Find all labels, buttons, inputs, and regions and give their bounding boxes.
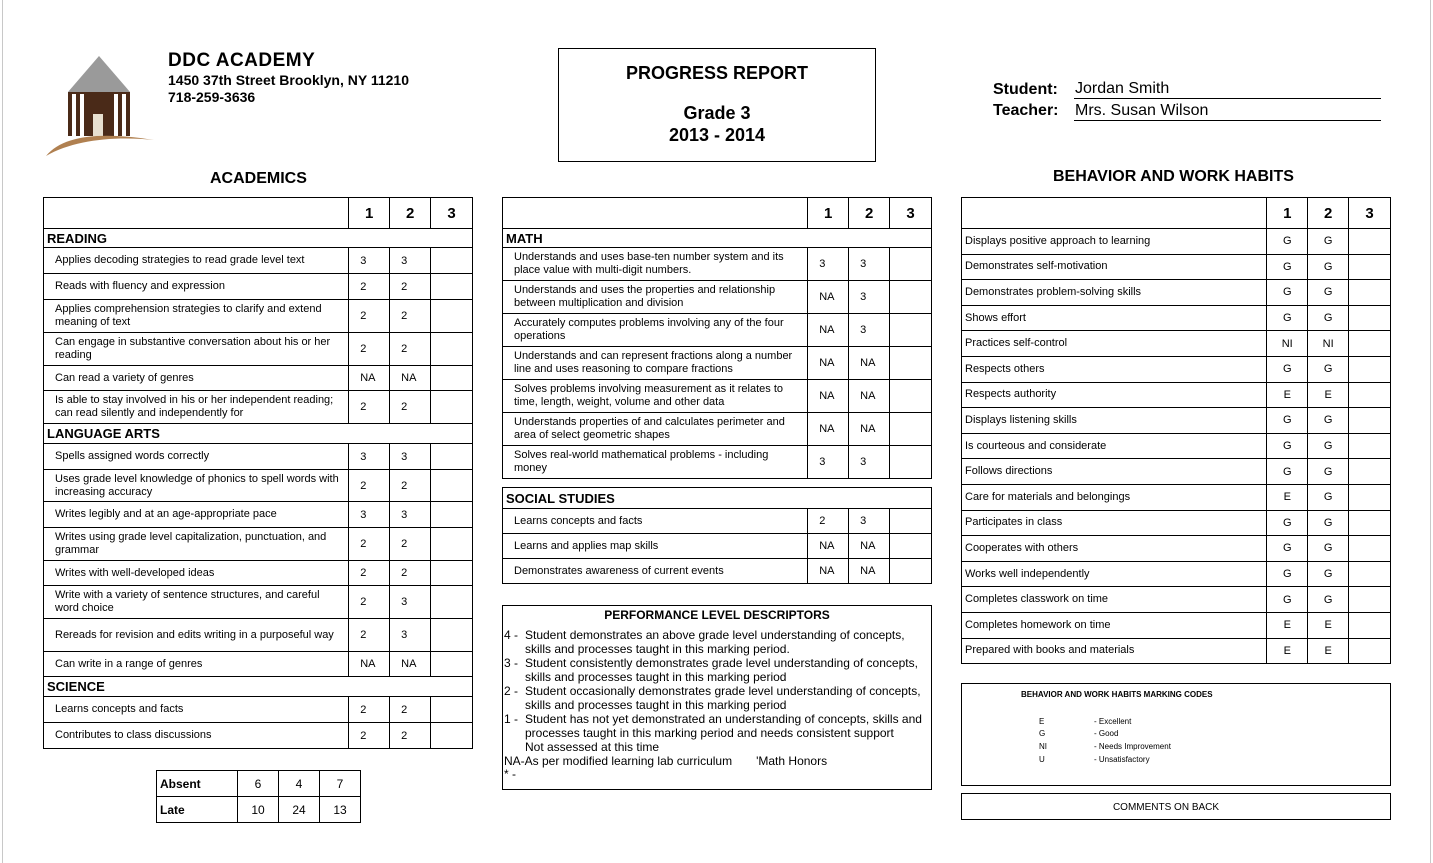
school-name: DDC ACADEMY (168, 50, 316, 71)
row-description: Learns concepts and facts (503, 509, 808, 534)
row-description: Rereads for revision and edits writing in a purposeful way (44, 619, 349, 652)
header-blank (44, 198, 349, 229)
grade-period-3 (890, 248, 932, 281)
marking-codes-title: BEHAVIOR AND WORK HABITS MARKING CODES (1021, 690, 1213, 699)
report-title: PROGRESS REPORT (625, 63, 809, 83)
grade-period-1: G (1267, 280, 1308, 306)
grade-period-1: NI (1267, 331, 1308, 357)
grade-period-1: 2 (349, 586, 390, 619)
table-row (962, 382, 1391, 408)
grade-period-1: 3 (808, 446, 849, 479)
table-row (44, 586, 473, 619)
grade-period-1: G (1267, 510, 1308, 536)
grade-period-1: G (1267, 433, 1308, 459)
grade-period-1: 2 (349, 723, 390, 749)
grade-period-3 (431, 586, 473, 619)
table-row (44, 652, 473, 677)
row-description: Can read a variety of genres (44, 366, 349, 391)
header-row (44, 198, 473, 229)
performance-level-1: 1 - Student has not yet demonstrated an understanding of concepts, skills and processes taught in this marking period and needs consistent support (504, 712, 922, 740)
row-description: Prepared with books and materials (962, 638, 1267, 664)
grade-period-1: G (1267, 356, 1308, 382)
grade-period-1: G (1267, 587, 1308, 613)
category-label: SCIENCE (44, 677, 473, 697)
row-description: Demonstrates problem-solving skills (962, 280, 1267, 306)
table-row (503, 413, 932, 446)
row-description: Works well independently (962, 561, 1267, 587)
grade-period-3 (890, 314, 932, 347)
row-description: Shows effort (962, 305, 1267, 331)
grade-period-2: 2 (390, 391, 431, 424)
performance-descriptors-box (502, 605, 932, 790)
grade-period-3 (890, 559, 932, 584)
report-year: 2013 - 2014 (668, 125, 766, 145)
table-row (962, 536, 1391, 562)
grade-period-3 (431, 652, 473, 677)
grade-period-2: 3 (390, 619, 431, 652)
table-row (962, 356, 1391, 382)
grade-period-3 (1349, 280, 1391, 306)
grade-period-1: E (1267, 484, 1308, 510)
grade-period-3 (1349, 305, 1391, 331)
period-header-3: 3 (890, 198, 932, 229)
grade-period-1: E (1267, 638, 1308, 664)
grade-period-2: 3 (849, 281, 890, 314)
grade-period-1: NA (808, 559, 849, 584)
grade-period-3 (431, 619, 473, 652)
header-row (962, 198, 1391, 229)
grade-period-1: E (1267, 382, 1308, 408)
grade-period-1: E (1267, 612, 1308, 638)
grade-period-3 (431, 391, 473, 424)
grade-period-3 (890, 380, 932, 413)
grade-period-2: G (1308, 229, 1349, 255)
grade-period-1: G (1267, 408, 1308, 434)
table-row (503, 446, 932, 479)
grade-period-3 (1349, 254, 1391, 280)
grade-period-1: NA (349, 652, 390, 677)
row-description: Understands and uses base-ten number system and its place value with multi-digit numbers. (503, 248, 808, 281)
grade-period-2: G (1308, 561, 1349, 587)
grade-period-1: 3 (349, 444, 390, 470)
grade-period-3 (1349, 356, 1391, 382)
period-header-3: 3 (431, 198, 473, 229)
grade-period-2: NA (849, 413, 890, 446)
category-row (503, 229, 932, 248)
grade-period-3 (431, 528, 473, 561)
grade-period-2: NA (849, 380, 890, 413)
grade-period-3 (1349, 561, 1391, 587)
teacher-label: Teacher: (993, 102, 1059, 119)
code-excellent: E - Excellent (1039, 717, 1132, 726)
performance-na-note: NA-As per modified learning lab curriculum 'Math Honors (504, 754, 828, 768)
academics-table (43, 197, 473, 749)
table-row (44, 502, 473, 528)
grade-period-2: G (1308, 433, 1349, 459)
grade-period-2: 2 (390, 561, 431, 586)
table-row (962, 305, 1391, 331)
grade-period-2: 2 (390, 697, 431, 723)
table-row (44, 366, 473, 391)
grade-period-2: 3 (390, 248, 431, 274)
grade-period-3 (1349, 536, 1391, 562)
table-row (44, 697, 473, 723)
grade-period-2: 3 (390, 444, 431, 470)
grade-period-3 (890, 281, 932, 314)
school-address: 1450 37th Street Brooklyn, NY 11210 (168, 72, 409, 88)
grade-period-1: 2 (349, 300, 390, 333)
row-description: Applies comprehension strategies to clarify and extend meaning of text (44, 300, 349, 333)
grade-period-3 (1349, 638, 1391, 664)
category-label: READING (44, 229, 473, 248)
math-table (502, 197, 932, 479)
grade-period-2: 3 (390, 586, 431, 619)
grade-period-1: 2 (349, 561, 390, 586)
table-row (503, 281, 932, 314)
grade-period-1: NA (349, 366, 390, 391)
period-header-2: 2 (849, 198, 890, 229)
teacher-name: Mrs. Susan Wilson (1074, 103, 1381, 121)
table-row (962, 638, 1391, 664)
row-description: Care for materials and belongings (962, 484, 1267, 510)
grade-period-2: NA (849, 534, 890, 559)
grade-period-2: 2 (390, 300, 431, 333)
table-row (962, 561, 1391, 587)
row-description: Spells assigned words correctly (44, 444, 349, 470)
table-row (44, 444, 473, 470)
grade-period-3 (431, 561, 473, 586)
behavior-title: BEHAVIOR AND WORK HABITS (1053, 168, 1294, 185)
category-label: SOCIAL STUDIES (503, 488, 932, 509)
grade-period-3 (890, 446, 932, 479)
grade-period-3 (431, 697, 473, 723)
grade-period-3 (431, 366, 473, 391)
page-border-right (1430, 0, 1431, 863)
page-border-left (2, 0, 3, 863)
grade-period-3 (1349, 408, 1391, 434)
comments-box: COMMENTS ON BACK (961, 793, 1391, 820)
grade-period-3 (1349, 433, 1391, 459)
attendance-late-row: Late 10 24 13 (157, 797, 361, 823)
report-grade: Grade 3 (683, 103, 751, 123)
table-row (962, 459, 1391, 485)
header-blank (503, 198, 808, 229)
grade-period-2: NA (390, 366, 431, 391)
school-phone: 718-259-3636 (168, 89, 256, 105)
row-description: Reads with fluency and expression (44, 274, 349, 300)
grade-period-2: 2 (390, 528, 431, 561)
grade-period-2: G (1308, 587, 1349, 613)
academics-title: ACADEMICS (210, 170, 307, 187)
grade-period-1: 2 (349, 697, 390, 723)
grade-period-1: 2 (349, 391, 390, 424)
table-row (503, 248, 932, 281)
row-description: Writes legibly and at an age-appropriate pace (44, 502, 349, 528)
table-row (44, 723, 473, 749)
row-description: Writes using grade level capitalization, punctuation, and grammar (44, 528, 349, 561)
table-row (503, 347, 932, 380)
row-description: Learns concepts and facts (44, 697, 349, 723)
row-description: Solves problems involving measurement as it relates to time, length, weight, volume and other data (503, 380, 808, 413)
behavior-table (961, 197, 1391, 664)
grade-period-2: G (1308, 305, 1349, 331)
header-row (503, 198, 932, 229)
grade-period-2: NA (849, 347, 890, 380)
row-description: Respects others (962, 356, 1267, 382)
table-row (44, 333, 473, 366)
row-description: Is courteous and considerate (962, 433, 1267, 459)
grade-period-2: NI (1308, 331, 1349, 357)
table-row (962, 408, 1391, 434)
table-row (44, 470, 473, 502)
grade-period-3 (431, 274, 473, 300)
student-name: Jordan Smith (1074, 81, 1381, 99)
table-row (503, 509, 932, 534)
table-row (44, 274, 473, 300)
category-row (44, 677, 473, 697)
row-description: Contributes to class discussions (44, 723, 349, 749)
grade-period-2: 3 (849, 446, 890, 479)
grade-period-1: G (1267, 254, 1308, 280)
category-label: LANGUAGE ARTS (44, 424, 473, 444)
row-description: Solves real-world mathematical problems - including money (503, 446, 808, 479)
report-title-box (558, 48, 876, 162)
table-row (962, 229, 1391, 255)
row-description: Demonstrates awareness of current events (503, 559, 808, 584)
performance-not-assessed: Not assessed at this time (525, 740, 660, 754)
grade-period-2: E (1308, 382, 1349, 408)
grade-period-1: 2 (808, 509, 849, 534)
row-description: Participates in class (962, 510, 1267, 536)
grade-period-1: G (1267, 229, 1308, 255)
table-row (503, 559, 932, 584)
social-studies-table (502, 487, 932, 584)
grade-period-1: 3 (349, 502, 390, 528)
header-blank (962, 198, 1267, 229)
grade-period-3 (1349, 612, 1391, 638)
grade-period-3 (431, 444, 473, 470)
grade-period-2: G (1308, 408, 1349, 434)
grade-period-3 (890, 347, 932, 380)
grade-period-2: G (1308, 459, 1349, 485)
row-description: Completes classwork on time (962, 587, 1267, 613)
performance-level-2: 2 - Student occasionally demonstrates grade level understanding of concepts, skills and processes taught in this marking period (504, 684, 921, 712)
grade-period-3 (1349, 587, 1391, 613)
row-description: Practices self-control (962, 331, 1267, 357)
grade-period-2: E (1308, 638, 1349, 664)
grade-period-2: 2 (390, 470, 431, 502)
row-description: Write with a variety of sentence structures, and careful word choice (44, 586, 349, 619)
row-description: Completes homework on time (962, 612, 1267, 638)
grade-period-2: 3 (849, 248, 890, 281)
grade-period-2: 3 (849, 314, 890, 347)
grade-period-3 (890, 509, 932, 534)
grade-period-3 (1349, 510, 1391, 536)
grade-period-3 (431, 300, 473, 333)
grade-period-2: G (1308, 254, 1349, 280)
row-description: Displays listening skills (962, 408, 1267, 434)
grade-period-1: 2 (349, 528, 390, 561)
period-header-1: 1 (1267, 198, 1308, 229)
grade-period-1: G (1267, 305, 1308, 331)
grade-period-1: NA (808, 347, 849, 380)
grade-period-2: 3 (390, 502, 431, 528)
table-row (44, 528, 473, 561)
grade-period-1: NA (808, 380, 849, 413)
row-description: Is able to stay involved in his or her independent reading; can read silently and independently for (44, 391, 349, 424)
grade-period-2: G (1308, 510, 1349, 536)
grade-period-3 (1349, 484, 1391, 510)
row-description: Cooperates with others (962, 536, 1267, 562)
grade-period-1: 2 (349, 274, 390, 300)
table-row (962, 484, 1391, 510)
grade-period-1: 2 (349, 470, 390, 502)
row-description: Understands and can represent fractions along a number line and uses reasoning to compare fractions (503, 347, 808, 380)
grade-period-2: 2 (390, 274, 431, 300)
code-good: G - Good (1039, 729, 1119, 738)
grade-period-1: NA (808, 314, 849, 347)
period-header-2: 2 (390, 198, 431, 229)
grade-period-3 (431, 248, 473, 274)
period-header-1: 1 (349, 198, 390, 229)
attendance-table (156, 770, 361, 823)
row-description: Applies decoding strategies to read grade level text (44, 248, 349, 274)
grade-period-3 (1349, 331, 1391, 357)
period-header-2: 2 (1308, 198, 1349, 229)
grade-period-2: 2 (390, 723, 431, 749)
row-description: Can write in a range of genres (44, 652, 349, 677)
table-row (44, 561, 473, 586)
grade-period-1: 2 (349, 619, 390, 652)
period-header-3: 3 (1349, 198, 1391, 229)
table-row (962, 433, 1391, 459)
grade-period-1: G (1267, 536, 1308, 562)
category-row (503, 488, 932, 509)
table-row (962, 587, 1391, 613)
grade-period-3 (1349, 459, 1391, 485)
row-description: Understands properties of and calculates perimeter and area of select geometric shapes (503, 413, 808, 446)
grade-period-2: E (1308, 612, 1349, 638)
table-row (503, 380, 932, 413)
grade-period-2: 3 (849, 509, 890, 534)
marking-codes-box (961, 683, 1391, 786)
table-row (503, 314, 932, 347)
table-row (44, 248, 473, 274)
table-row (503, 534, 932, 559)
grade-period-2: G (1308, 356, 1349, 382)
period-header-1: 1 (808, 198, 849, 229)
performance-level-3: 3 - Student consistently demonstrates grade level understanding of concepts, skills and processes taught in this marking period (504, 656, 918, 684)
row-description: Learns and applies map skills (503, 534, 808, 559)
grade-period-1: 2 (349, 333, 390, 366)
row-description: Accurately computes problems involving any of the four operations (503, 314, 808, 347)
grade-period-2: G (1308, 280, 1349, 306)
grade-period-2: NA (390, 652, 431, 677)
grade-period-1: G (1267, 561, 1308, 587)
student-label: Student: (993, 81, 1058, 98)
grade-period-1: NA (808, 534, 849, 559)
grade-period-2: NA (849, 559, 890, 584)
code-unsatisfactory: U - Unsatisfactory (1039, 755, 1150, 764)
row-description: Understands and uses the properties and relationship between multiplication and division (503, 281, 808, 314)
row-description: Can engage in substantive conversation about his or her reading (44, 333, 349, 366)
school-logo-icon (44, 52, 156, 162)
grade-period-2: G (1308, 536, 1349, 562)
table-row (44, 619, 473, 652)
row-description: Uses grade level knowledge of phonics to spell words with increasing accuracy (44, 470, 349, 502)
category-label: MATH (503, 229, 932, 248)
grade-period-3 (431, 723, 473, 749)
grade-period-2: G (1308, 484, 1349, 510)
category-row (44, 229, 473, 248)
category-row (44, 424, 473, 444)
row-description: Writes with well-developed ideas (44, 561, 349, 586)
table-row (962, 280, 1391, 306)
table-row (962, 254, 1391, 280)
grade-period-3 (890, 413, 932, 446)
performance-star-note: * - (504, 767, 516, 781)
grade-period-1: 3 (808, 248, 849, 281)
grade-period-1: NA (808, 413, 849, 446)
row-description: Respects authority (962, 382, 1267, 408)
grade-period-1: G (1267, 459, 1308, 485)
grade-period-2: 2 (390, 333, 431, 366)
grade-period-3 (431, 333, 473, 366)
row-description: Displays positive approach to learning (962, 229, 1267, 255)
grade-period-3 (890, 534, 932, 559)
table-row (962, 331, 1391, 357)
performance-level-4: 4 - Student demonstrates an above grade level understanding of concepts, skills and processes taught in this marking period. (504, 628, 905, 656)
row-description: Follows directions (962, 459, 1267, 485)
grade-period-3 (431, 502, 473, 528)
performance-title: PERFORMANCE LEVEL DESCRIPTORS (604, 608, 830, 622)
table-row (44, 300, 473, 333)
code-needs-improvement: NI - Needs Improvement (1039, 742, 1171, 751)
attendance-absent-row: Absent 6 4 7 (157, 771, 361, 797)
grade-period-3 (1349, 229, 1391, 255)
table-row (962, 612, 1391, 638)
grade-period-1: NA (808, 281, 849, 314)
grade-period-3 (431, 470, 473, 502)
grade-period-1: 3 (349, 248, 390, 274)
table-row (44, 391, 473, 424)
row-description: Demonstrates self-motivation (962, 254, 1267, 280)
grade-period-3 (1349, 382, 1391, 408)
table-row (962, 510, 1391, 536)
